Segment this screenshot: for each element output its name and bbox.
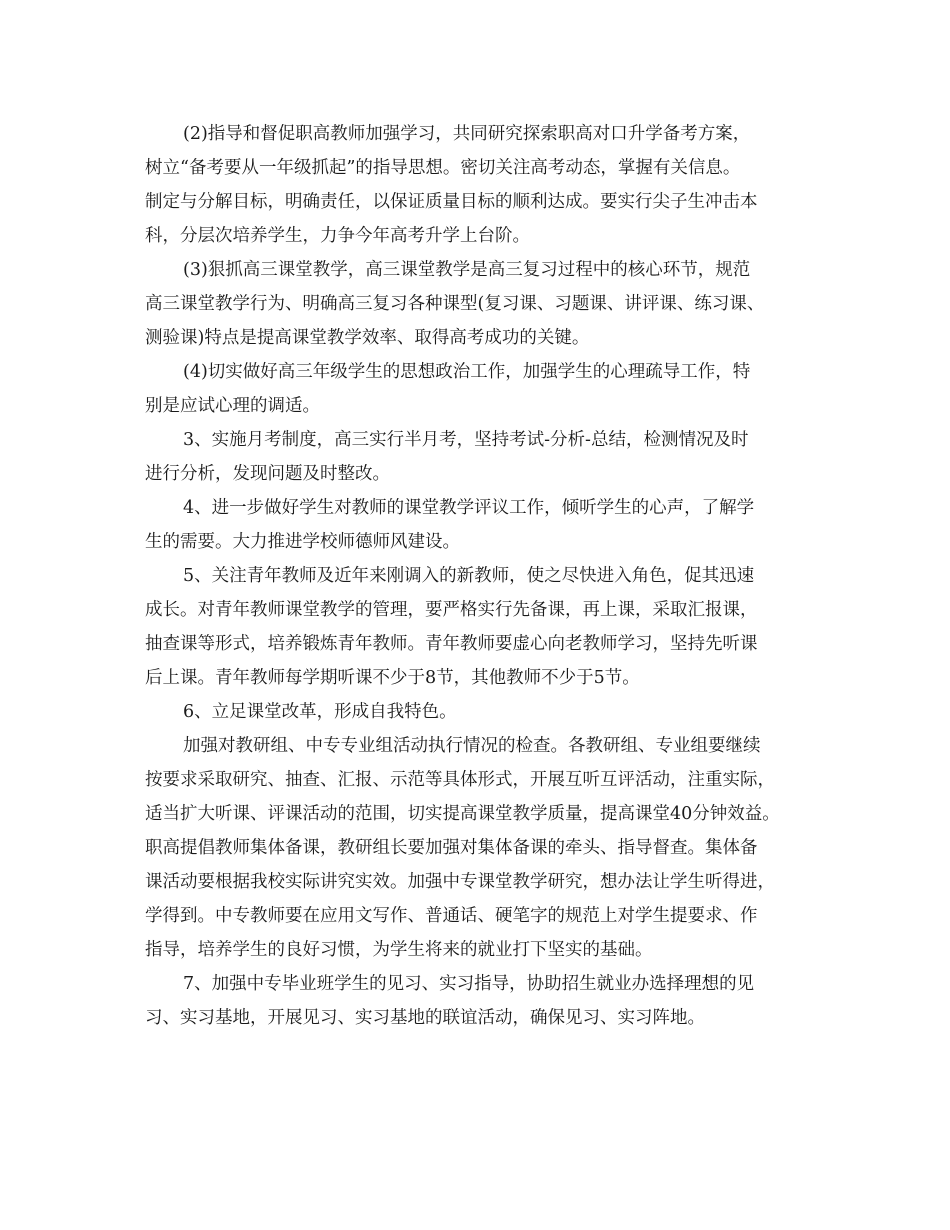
paragraph-line: 5、关注青年教师及近年来刚调入的新教师，使之尽快进入角色，促其迅速: [183, 566, 755, 586]
paragraph-line: 习、实习基地，开展见习、实习基地的联谊活动，确保见习、实习阵地。: [145, 1008, 705, 1028]
paragraph-line: (4)切实做好高三年级学生的思想政治工作，加强学生的心理疏导工作，特: [183, 362, 751, 382]
paragraph-p-research-groups: [145, 729, 825, 967]
paragraph-p-senior-classroom: [145, 253, 825, 355]
paragraph-line: 后上课。青年教师每学期听课不少于8节，其他教师不少于5节。: [145, 668, 640, 688]
paragraph-line: 加强对教研组、中专专业组活动执行情况的检查。各教研组、专业组要继续: [183, 736, 761, 756]
paragraph-line: (2)指导和督促职高教师加强学习，共同研究探索职高对口升学备考方案，: [183, 124, 751, 144]
paragraph-line: 成长。对青年教师课堂教学的管理，要严格实行先备课，再上课，采取汇报课，: [145, 600, 758, 620]
paragraph-line: 制定与分解目标，明确责任，以保证质量目标的顺利达成。要实行尖子生冲击本: [145, 192, 758, 212]
paragraph-line: 生的需要。大力推进学校师德师风建设。: [145, 532, 460, 552]
paragraph-line: 3、实施月考制度，高三实行半月考，坚持考试-分析-总结，检测情况及时: [183, 430, 749, 450]
paragraph-line: (3)狠抓高三课堂教学，高三课堂教学是高三复习过程中的核心环节，规范: [183, 260, 751, 280]
paragraph-p-classroom-reform: [145, 695, 825, 729]
paragraph-line: 高三课堂教学行为、明确高三复习各种课型(复习课、习题课、讲评课、练习课、: [145, 294, 765, 314]
paragraph-line: 按要求采取研究、抽查、汇报、示范等具体形式，开展互听互评活动，注重实际，: [145, 770, 775, 790]
paragraph-line: 职高提倡教师集体备课，教研组长要加强对集体备课的牵头、指导督查。集体备: [145, 838, 758, 858]
paragraph-line: 课活动要根据我校实际讲究实效。加强中专课堂教学研究，想办法让学生听得进，: [145, 872, 775, 892]
paragraph-line: 别是应试心理的调适。: [145, 396, 320, 416]
paragraph-p-young-teachers: [145, 559, 825, 695]
paragraph-line: 7、加强中专毕业班学生的见习、实习指导，协助招生就业办选择理想的见: [183, 974, 755, 994]
paragraph-p-student-evaluation: [145, 491, 825, 559]
paragraph-line: 6、立足课堂改革，形成自我特色。: [183, 702, 457, 722]
document-body: [145, 117, 825, 1035]
paragraph-p-internship: [145, 967, 825, 1035]
paragraph-p-ideology: [145, 355, 825, 423]
paragraph-p-monthly-exam: [145, 423, 825, 491]
paragraph-line: 指导，培养学生的良好习惯，为学生将来的就业打下坚实的基础。: [145, 940, 653, 960]
paragraph-line: 测验课)特点是提高课堂教学效率、取得高考成功的关键。: [145, 328, 590, 348]
paragraph-line: 树立“备考要从一年级抓起”的指导思想。密切关注高考动态，掌握有关信息。: [145, 158, 741, 178]
paragraph-line: 科，分层次培养学生，力争今年高考升学上台阶。: [145, 226, 530, 246]
paragraph-line: 学得到。中专教师要在应用文写作、普通话、硬笔字的规范上对学生提要求、作: [145, 906, 758, 926]
paragraph-line: 适当扩大听课、评课活动的范围，切实提高课堂教学质量，提高课堂40分钟效益。: [145, 804, 780, 824]
paragraph-line: 进行分析，发现问题及时整改。: [145, 464, 390, 484]
paragraph-line: 4、进一步做好学生对教师的课堂教学评议工作，倾听学生的心声，了解学: [183, 498, 755, 518]
paragraph-p-guide-teachers: [145, 117, 825, 253]
paragraph-line: 抽查课等形式，培养锻炼青年教师。青年教师要虚心向老教师学习，坚持先听课: [145, 634, 758, 654]
